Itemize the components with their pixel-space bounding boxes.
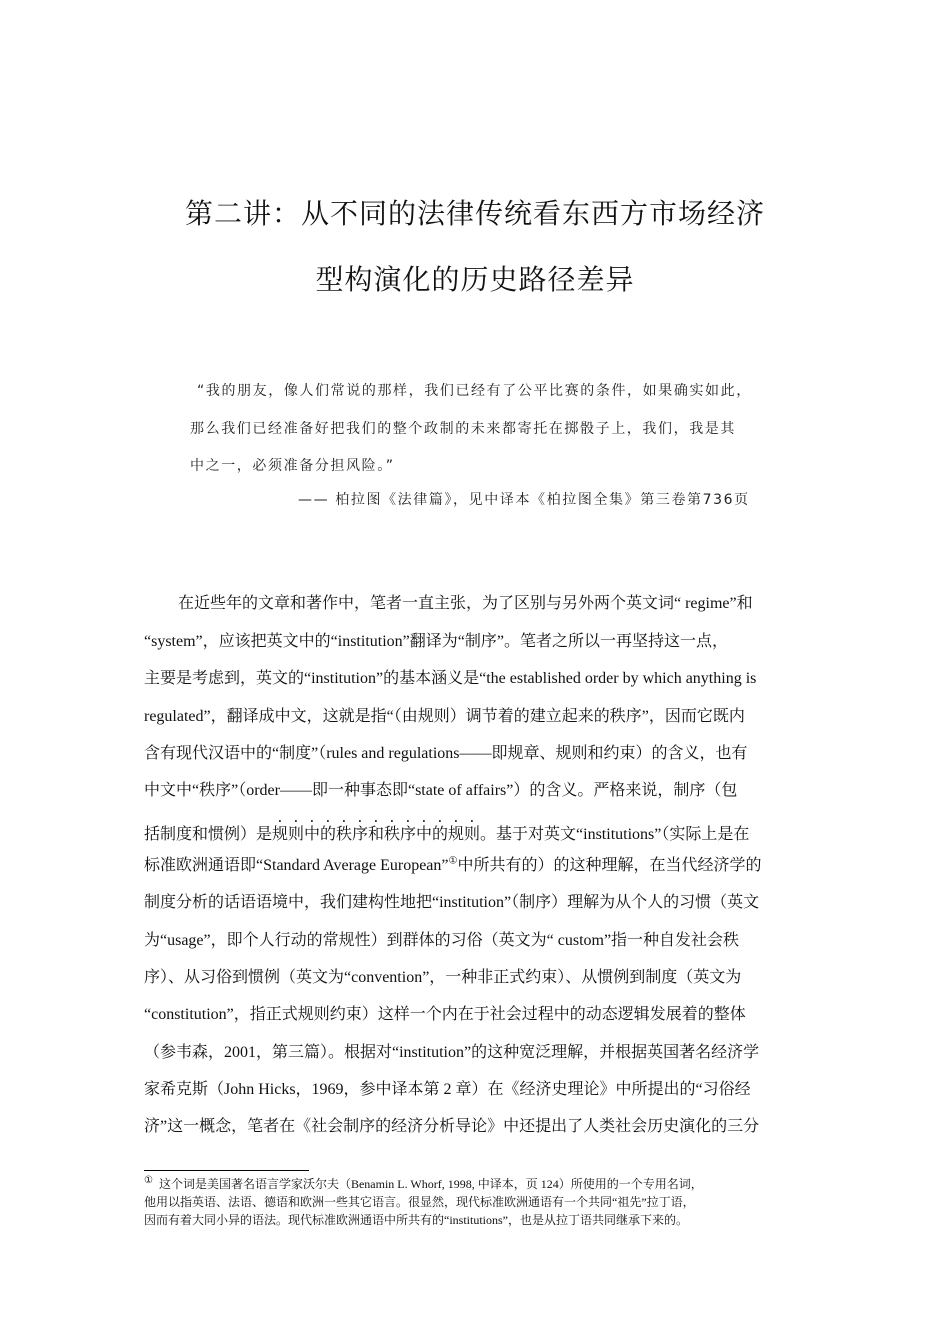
body-line: “system”，应该把英文中的“institution”翻译为“制序”。笔者之所以一再坚持这一点，: [144, 633, 728, 650]
body-line: 序）、从习俗到惯例（英文为“convention”，一种非正式约束）、从惯例到制度（英文为: [144, 969, 742, 986]
body-line: regulated”，翻译成中文，这就是指“（由规则）调节着的建立起来的秩序”，因而它既内: [144, 708, 745, 725]
body-line: [144, 817, 810, 853]
footnote-line: [144, 1176, 824, 1192]
body-line: 在近些年的文章和著作中，笔者一直主张，为了区别与另外两个英文词“ regime”和: [178, 595, 753, 612]
emphasized-phrase: 规则中的秩序和秩序中的规则: [272, 826, 481, 843]
epigraph-line: 中之一，必须准备分担风险。”: [190, 458, 395, 474]
body-text: 。基于对英文“institutions”（实际上是在: [480, 826, 750, 843]
epigraph-line: “我的朋友，像人们常说的那样，我们已经有了公平比赛的条件，如果确实如此，: [197, 383, 752, 399]
footnote-line: 因而有着大同小异的语法。现代标准欧洲通语中所共有的“institutions”，也是从拉丁语共同继承下来的。: [144, 1213, 688, 1227]
epigraph-line: 那么我们已经准备好把我们的整个政制的未来都寄托在掷骰子上，我们，我是其: [190, 421, 736, 437]
body-line: 含有现代汉语中的“制度”（rules and regulations——即规章、规则和约束）的含义，也有: [144, 745, 748, 762]
body-line: 主要是考虑到，英文的“institution”的基本涵义是“the established order by which anything is: [144, 670, 757, 687]
epigraph-attribution: —— 柏拉图《法律篇》，见中译本《柏拉图全集》第三卷第736页: [298, 492, 750, 508]
body-text: 括制度和惯例）是: [144, 826, 273, 843]
body-text: 标准欧洲通语即“Standard Average European”: [144, 857, 449, 874]
body-line: 制度分析的话语语境中，我们建构性地把“institution”（制序）理解为从个人的习惯（英文: [144, 894, 760, 911]
body-line: 为“usage”，即个人行动的常规性）到群体的习俗（英文为“ custom”指一种自发社会秩: [144, 932, 740, 949]
footnote-mark: ①: [144, 1175, 153, 1186]
page-title-line-1: 第二讲：从不同的法律传统看东西方市场经济: [184, 197, 765, 230]
footnote-separator: [144, 1170, 309, 1171]
body-line: “constitution”，指正式规则约束）这样一个内在于社会过程中的动态逻辑发展着的整体: [144, 1006, 746, 1023]
page-title-line-2: 型构演化的历史路径差异: [315, 263, 635, 296]
body-line: （参韦森，2001，第三篇）。根据对“institution”的这种宽泛理解，并根据英国著名经济学: [144, 1044, 760, 1061]
body-line: 中文中“秩序”（order——即一种事态即“state of affairs”）的含义。严格来说，制序（包: [144, 782, 738, 799]
footnote-line: 他用以指英语、法语、德语和欧洲一些其它语言。很显然，现代标准欧洲通语有一个共同“祖先”拉丁语，: [144, 1195, 695, 1209]
body-text: 中所共有的）的这种理解，在当代经济学的: [457, 857, 762, 874]
body-line: 家希克斯（John Hicks，1969，参中译本第 2 章）在《经济史理论》中所提出的“习俗经: [144, 1081, 751, 1098]
footnote-text: 这个词是美国著名语言学家沃尔夫（Benamin L. Whorf, 1998, 中译本，页 124）所使用的一个专用名词，: [158, 1177, 703, 1191]
footnote-reference[interactable]: ①: [448, 855, 458, 867]
body-line: 济”这一概念，笔者在《社会制序的经济分析导论》中还提出了人类社会历史演化的三分: [144, 1118, 760, 1135]
body-line: [144, 854, 810, 890]
